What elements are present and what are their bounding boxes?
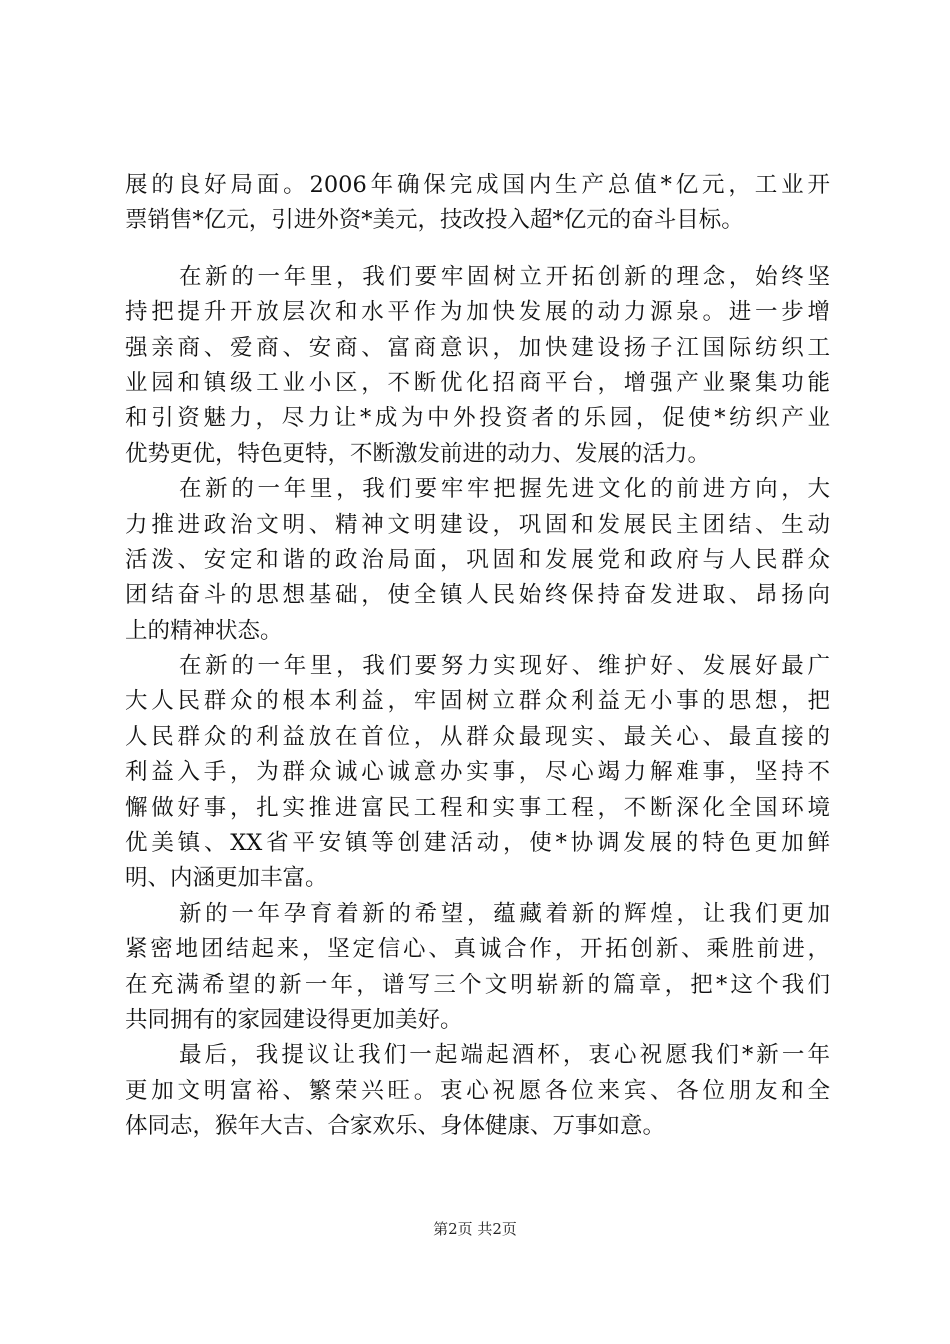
text-line: 和引资魅力，尽力让*成为中外投资者的乐园，促使*纺织产业	[125, 405, 830, 432]
text-line: 在充满希望的新一年，谱写三个文明崭新的篇章，把*这个我们	[125, 971, 830, 998]
paragraph-gap	[125, 239, 830, 260]
paragraph	[125, 1038, 830, 1144]
text-line: 懈做好事，扎实推进富民工程和实事工程，不断深化全国环境	[125, 794, 830, 821]
document-body	[125, 168, 830, 1145]
text-line: 新的一年孕育着新的希望，蕴藏着新的辉煌，让我们更加	[179, 900, 830, 927]
text-line: 优美镇、XX省平安镇等创建活动，使*协调发展的特色更加鲜	[125, 830, 830, 857]
text-line: 利益入手，为群众诚心诚意办实事，尽心竭力解难事，坚持不	[125, 759, 830, 786]
paragraph	[125, 897, 830, 1039]
text-line: 强亲商、爱商、安商、富商意识，加快建设扬子江国际纺织工	[125, 334, 830, 361]
text-line: 展的良好局面。2006年确保完成国内生产总值*亿元，工业开	[125, 172, 830, 198]
paragraph	[125, 472, 830, 649]
text-line: 在新的一年里，我们要努力实现好、维护好、发展好最广	[179, 653, 830, 680]
text-line: 紧密地团结起来，坚定信心、真诚合作，开拓创新、乘胜前进，	[125, 936, 830, 963]
text-line: 明、内涵更加丰富。	[125, 865, 328, 892]
text-line: 在新的一年里，我们要牢牢把握先进文化的前进方向，大	[179, 476, 830, 503]
text-line: 最后，我提议让我们一起端起酒杯，衷心祝愿我们*新一年	[179, 1042, 830, 1069]
page-footer: 第2页 共2页	[433, 1220, 517, 1238]
text-line: 共同拥有的家园建设得更加美好。	[125, 1006, 463, 1033]
paragraph	[125, 168, 830, 239]
paragraph	[125, 260, 830, 472]
text-line: 团结奋斗的思想基础，使全镇人民始终保持奋发进取、昂扬向	[125, 582, 830, 609]
text-line: 票销售*亿元，引进外资*美元，技改投入超*亿元的奋斗目标。	[125, 207, 744, 234]
paragraph	[125, 649, 830, 897]
text-line: 业园和镇级工业小区，不断优化招商平台，增强产业聚集功能	[125, 369, 830, 396]
text-line: 在新的一年里，我们要牢固树立开拓创新的理念，始终坚	[179, 263, 830, 290]
text-line: 更加文明富裕、繁荣兴旺。衷心祝愿各位来宾、各位朋友和全	[125, 1077, 830, 1104]
text-line: 人民群众的利益放在首位，从群众最现实、最关心、最直接的	[125, 723, 830, 750]
text-line: 优势更优，特色更特，不断激发前进的动力、发展的活力。	[125, 440, 711, 467]
text-line: 体同志，猴年大吉、合家欢乐、身体健康、万事如意。	[125, 1113, 666, 1140]
text-line: 大人民群众的根本利益，牢固树立群众利益无小事的思想，把	[125, 688, 830, 715]
text-line: 持把提升开放层次和水平作为加快发展的动力源泉。进一步增	[125, 299, 830, 326]
text-line: 上的精神状态。	[125, 617, 283, 644]
text-line: 力推进政治文明、精神文明建设，巩固和发展民主团结、生动	[125, 511, 830, 538]
text-line: 活泼、安定和谐的政治局面，巩固和发展党和政府与人民群众	[125, 546, 830, 573]
